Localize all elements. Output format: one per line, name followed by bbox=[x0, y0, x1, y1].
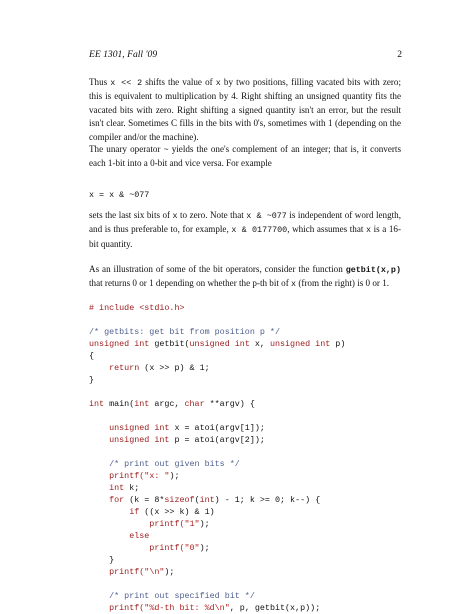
code-line-printf bbox=[89, 602, 320, 614]
code-text: main( bbox=[104, 399, 135, 409]
code-keyword: printf( bbox=[89, 543, 185, 553]
text-run: (from the right) is 0 or 1. bbox=[296, 278, 390, 289]
code-line-printf bbox=[89, 518, 210, 530]
code-text: x, bbox=[249, 339, 270, 349]
text-run: shifts the value of bbox=[142, 77, 216, 87]
code-keyword: sizeof bbox=[164, 495, 195, 505]
paragraph-unary-operator bbox=[89, 143, 401, 171]
code-text: getbit( bbox=[149, 339, 190, 349]
example-expression: x = x & ~077 bbox=[89, 190, 150, 200]
inline-code: x bbox=[172, 211, 178, 221]
inline-code: getbit(x,p) bbox=[345, 265, 401, 275]
code-keyword: printf( bbox=[89, 603, 145, 613]
inline-code: x bbox=[366, 225, 372, 236]
course-title: EE 1301, Fall '09 bbox=[89, 49, 158, 60]
code-text: ); bbox=[169, 471, 180, 481]
page-header bbox=[89, 49, 402, 63]
code-text: , p, getbit(x,p)); bbox=[229, 603, 321, 613]
text-run: that returns 0 or 1 depending on whether the p-th bit of bbox=[89, 278, 292, 289]
code-string: "0" bbox=[184, 543, 200, 553]
code-line-decl-k bbox=[89, 482, 139, 494]
code-text: k; bbox=[124, 483, 140, 493]
code-line-comment: /* getbits: get bit from position p */ bbox=[89, 327, 280, 337]
code-line-brace: } bbox=[89, 555, 115, 565]
text-run: sets the last six bits of bbox=[89, 210, 173, 220]
code-keyword: return bbox=[89, 363, 140, 373]
code-text: ) - 1; k >= 0; k--) { bbox=[214, 495, 321, 505]
code-text: x = atoi(argv[1]); bbox=[169, 423, 265, 433]
text-run: Thus bbox=[89, 77, 111, 87]
code-line-return bbox=[89, 362, 210, 374]
text-run: The unary operator bbox=[89, 144, 164, 154]
code-line-include: # include <stdio.h> bbox=[89, 303, 185, 313]
code-line-printf bbox=[89, 542, 210, 554]
code-keyword: int bbox=[89, 483, 125, 493]
code-line-printf bbox=[89, 470, 180, 482]
paragraph-getbit-intro bbox=[89, 263, 401, 292]
code-keyword: printf( bbox=[89, 471, 145, 481]
inline-code: x << 2 bbox=[110, 78, 143, 88]
code-string: "1" bbox=[184, 519, 200, 529]
code-line-decl-x bbox=[89, 422, 265, 434]
inline-code: x bbox=[215, 78, 221, 88]
code-line-getbit-signature bbox=[89, 338, 345, 350]
code-keyword: int bbox=[199, 495, 215, 505]
inline-code: x bbox=[291, 279, 297, 290]
text-run: is a 16-bit quantity. bbox=[89, 224, 401, 249]
code-keyword: printf( bbox=[89, 567, 145, 577]
paragraph-shift-explanation bbox=[89, 76, 401, 144]
code-text: argc, bbox=[149, 399, 185, 409]
page-number: 2 bbox=[397, 49, 402, 60]
text-run: , which assumes that bbox=[287, 224, 366, 235]
code-keyword: unsigned int bbox=[89, 339, 150, 349]
code-keyword: unsigned int bbox=[269, 339, 331, 349]
code-line-comment: /* print out given bits */ bbox=[89, 459, 240, 469]
code-keyword: if bbox=[89, 507, 140, 517]
text-run: to zero. Note that bbox=[177, 210, 247, 220]
code-line-for bbox=[89, 494, 320, 506]
code-string: "x: " bbox=[144, 471, 170, 481]
code-line-if bbox=[89, 506, 215, 518]
code-text: (x >> p) & 1; bbox=[139, 363, 210, 373]
text-run: yields the one's complement of an integer; that is, it converts each 1-bit into a 0-bit and vice versa. For example bbox=[89, 144, 401, 169]
code-keyword: unsigned int bbox=[89, 423, 170, 433]
inline-code: x & ~077 bbox=[246, 211, 287, 221]
text-run: As an illustration of some of the bit operators, consider the function bbox=[89, 264, 346, 274]
code-keyword: char bbox=[184, 399, 205, 409]
code-line-else: else bbox=[89, 531, 150, 541]
code-text: p = atoi(argv[2]); bbox=[169, 435, 265, 445]
code-line-printf bbox=[89, 566, 174, 578]
code-keyword: int bbox=[134, 399, 150, 409]
code-keyword: for bbox=[89, 495, 125, 505]
code-text: ( bbox=[194, 495, 200, 505]
inline-code: x & 0177700 bbox=[231, 225, 288, 236]
code-text: ); bbox=[199, 519, 210, 529]
code-line-brace: { bbox=[89, 351, 95, 361]
code-text: ); bbox=[199, 543, 210, 553]
code-string: "%d-th bit: %d\n" bbox=[144, 603, 230, 613]
code-keyword: unsigned int bbox=[89, 435, 170, 445]
text-run: is independent of word length, and is thus preferable to, for example, bbox=[89, 210, 401, 235]
code-line-comment: /* print out specified bit */ bbox=[89, 591, 255, 601]
code-keyword: unsigned int bbox=[189, 339, 250, 349]
code-line-brace: } bbox=[89, 375, 95, 385]
code-text: (k = 8* bbox=[124, 495, 165, 505]
code-line-main-signature bbox=[89, 398, 255, 410]
code-text: ); bbox=[164, 567, 175, 577]
inline-code: ~ bbox=[163, 145, 169, 155]
paragraph-word-length bbox=[89, 209, 401, 251]
text-run: by two positions, filling vacated bits with zero; this is equivalent to multiplication by 4. Right shifting an unsigned quantity fits the vacated bits with zero. Right shifting a signed quantity isn't an error, but the result isn't clear. Sometimes C fills in the bits with 0's, sometimes with 1 (depending on the compiler and/or the machine). bbox=[89, 77, 401, 142]
code-text: p) bbox=[330, 339, 346, 349]
code-keyword: printf( bbox=[89, 519, 185, 529]
code-keyword: int bbox=[89, 399, 105, 409]
code-text: **argv) { bbox=[204, 399, 255, 409]
code-line-decl-p bbox=[89, 434, 265, 446]
code-text: ((x >> k) & 1) bbox=[139, 507, 215, 517]
code-string: "\n" bbox=[144, 567, 165, 577]
